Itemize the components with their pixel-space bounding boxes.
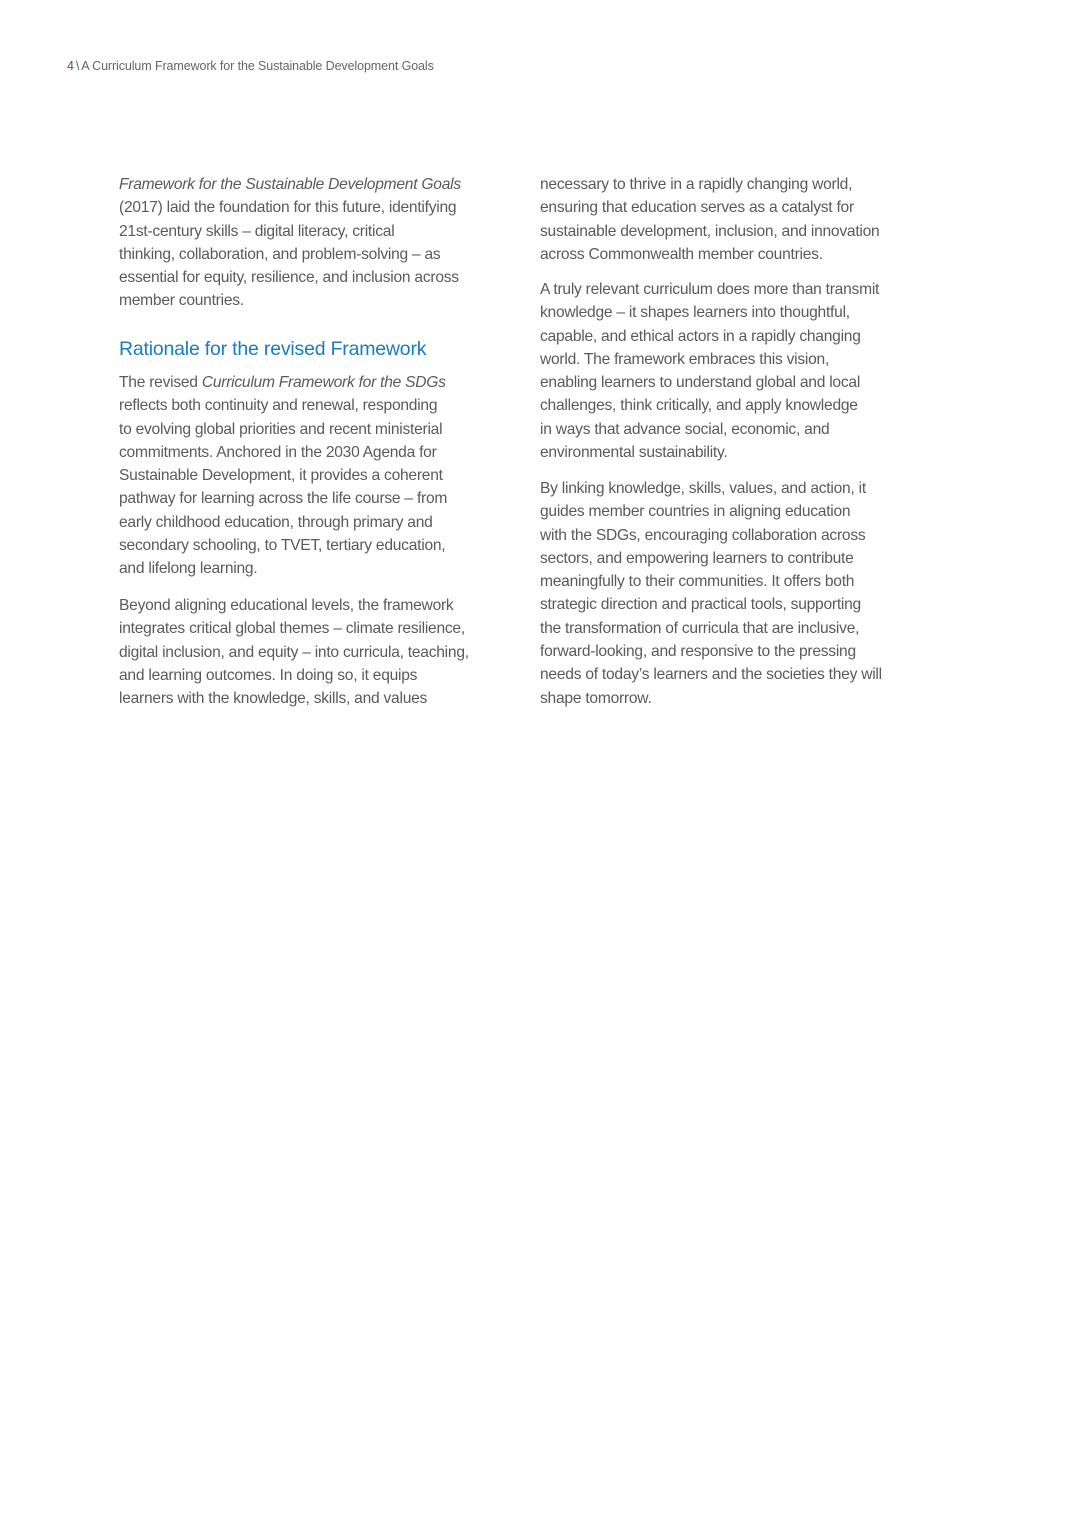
body-text: in ways that advance social, economic, and — [540, 420, 830, 438]
body-text: across Commonwealth member countries. — [540, 245, 823, 263]
text-line — [540, 196, 940, 219]
text-line — [540, 593, 940, 616]
body-text: and lifelong learning. — [119, 560, 258, 578]
body-text: learners with the knowledge, skills, and values — [119, 690, 428, 708]
body-text: member countries. — [119, 292, 244, 310]
text-line — [119, 266, 519, 289]
text-line — [540, 500, 940, 523]
text-line — [540, 663, 940, 686]
text-line — [119, 687, 519, 710]
body-text: By linking knowledge, skills, values, and action, it — [540, 480, 866, 497]
body-text: digital inclusion, and equity – into curricula, teaching, — [119, 643, 469, 661]
body-text: The revised — [119, 374, 202, 391]
text-line — [540, 220, 940, 243]
paragraph — [540, 173, 940, 266]
body-text: environmental sustainability. — [540, 444, 728, 462]
body-text: ensuring that education serves as a catalyst for — [540, 199, 854, 217]
body-text: integrates critical global themes – climate resilience, — [119, 620, 465, 638]
body-text: early childhood education, through primary and — [119, 513, 433, 531]
body-text: commitments. Anchored in the 2030 Agenda for — [119, 443, 437, 461]
body-text: and learning outcomes. In doing so, it equips — [119, 666, 418, 684]
text-line — [119, 534, 519, 557]
text-line — [119, 617, 519, 640]
body-text: enabling learners to understand global and local — [540, 374, 861, 392]
document-title: A Curriculum Framework for the Sustainable Development Goals — [81, 59, 434, 73]
text-line — [119, 664, 519, 687]
text-line — [119, 371, 519, 394]
body-text: to evolving global priorities and recent ministerial — [119, 420, 443, 438]
body-text: knowledge – it shapes learners into thoughtful, — [540, 304, 850, 322]
text-line — [119, 289, 519, 312]
body-text: pathway for learning across the life course – from — [119, 490, 448, 508]
paragraph — [119, 173, 519, 313]
header-separator: \ — [75, 59, 80, 73]
italic-title-text: Curriculum Framework for the SDGs — [201, 374, 446, 391]
text-line — [540, 441, 940, 464]
text-line — [540, 243, 940, 266]
body-text: strategic direction and practical tools, supporting — [540, 596, 861, 614]
text-line — [119, 441, 519, 464]
text-line — [540, 301, 940, 324]
body-text: necessary to thrive in a rapidly changing world, — [540, 176, 853, 193]
body-text: Sustainable Development, it provides a coherent — [119, 467, 443, 485]
text-line — [119, 196, 519, 219]
body-text: shape tomorrow. — [540, 689, 652, 707]
text-line — [119, 243, 519, 266]
text-line — [540, 371, 940, 394]
body-text: sustainable development, inclusion, and innovation — [540, 222, 880, 240]
text-line — [540, 394, 940, 417]
text-line — [119, 220, 519, 243]
text-line — [119, 394, 519, 417]
paragraph — [540, 477, 940, 710]
text-line — [119, 464, 519, 487]
body-text: world. The framework embraces this vision, — [540, 350, 830, 368]
body-text: thinking, collaboration, and problem-solving – as — [119, 245, 441, 263]
running-header — [67, 59, 434, 73]
body-text: forward-looking, and responsive to the pressing — [540, 643, 856, 661]
paragraph — [119, 371, 519, 581]
body-text: guides member countries in aligning education — [540, 503, 851, 521]
italic-title-text: Framework for the Sustainable Development Goals — [119, 176, 461, 193]
body-text: reflects both continuity and renewal, responding — [119, 397, 438, 415]
body-text: 21st-century skills – digital literacy, critical — [119, 222, 395, 240]
body-text: sectors, and empowering learners to contribute — [540, 549, 854, 567]
text-line — [119, 511, 519, 534]
text-line — [119, 557, 519, 580]
section-heading: Rationale for the revised Framework — [119, 338, 427, 360]
text-line — [119, 594, 519, 617]
body-text: meaningfully to their communities. It offers both — [540, 573, 855, 591]
text-line — [540, 570, 940, 593]
text-line — [540, 348, 940, 371]
body-text: Beyond aligning educational levels, the framework — [119, 597, 454, 614]
text-line — [540, 278, 940, 301]
text-line — [540, 418, 940, 441]
text-line — [119, 418, 519, 441]
body-text: challenges, think critically, and apply knowledge — [540, 397, 858, 415]
text-line — [119, 173, 519, 196]
paragraph — [119, 594, 519, 710]
text-line — [540, 524, 940, 547]
body-text: A truly relevant curriculum does more than transmit — [540, 281, 880, 298]
body-text: needs of today’s learners and the societies they will — [540, 666, 882, 684]
body-text: with the SDGs, encouraging collaboration across — [540, 526, 866, 544]
body-text: (2017) laid the foundation for this future, identifying — [119, 199, 457, 217]
text-line — [540, 547, 940, 570]
body-text: essential for equity, resilience, and inclusion across — [119, 269, 459, 287]
text-line — [540, 687, 940, 710]
text-line — [119, 641, 519, 664]
text-line — [540, 617, 940, 640]
text-line — [540, 325, 940, 348]
body-text: capable, and ethical actors in a rapidly changing — [540, 327, 861, 345]
text-line — [540, 640, 940, 663]
paragraph — [540, 278, 940, 464]
text-line — [119, 487, 519, 510]
body-text: secondary schooling, to TVET, tertiary education, — [119, 537, 446, 555]
page-number: 4 — [67, 59, 74, 73]
text-line — [540, 173, 940, 196]
text-line — [540, 477, 940, 500]
body-text: the transformation of curricula that are inclusive, — [540, 619, 860, 637]
